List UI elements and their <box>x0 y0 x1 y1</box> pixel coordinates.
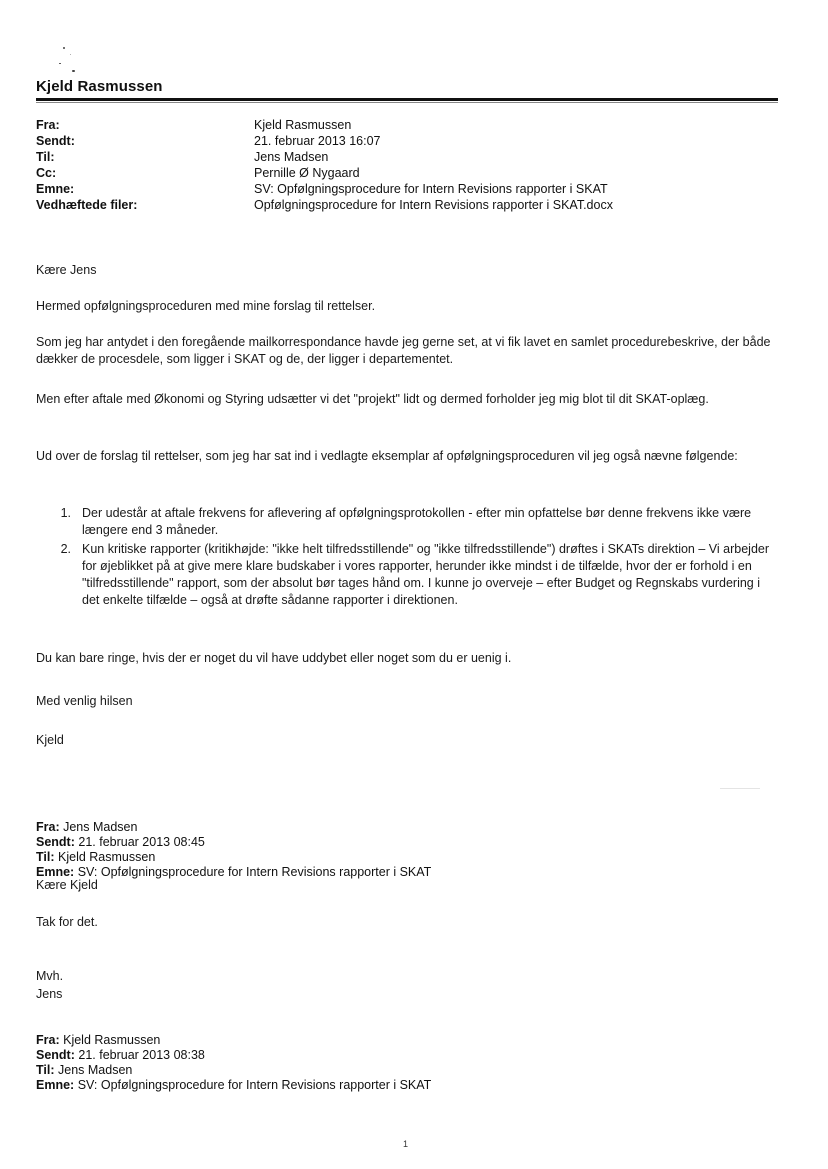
quoted-subject: Emne: SV: Opfølgningsprocedure for Intern Revisions rapporter i SKAT <box>36 865 432 879</box>
header-row-sent <box>36 133 776 149</box>
paragraph-text: Ud over de forslag til rettelser, som jeg har sat ind i vedlagte eksemplar af opfølgningsproceduren vil jeg også nævne følgende: <box>36 449 738 463</box>
greeting <box>36 262 776 279</box>
paragraph-text: Tak for det. <box>36 915 98 929</box>
greeting-text: Kære Kjeld <box>36 878 98 892</box>
list-item <box>36 541 776 609</box>
quoted-sent: Sendt: 21. februar 2013 08:38 <box>36 1048 205 1062</box>
header-label: Vedhæftede filer: <box>36 198 138 212</box>
header-label: Sendt: <box>36 134 75 148</box>
quoted-header-2 <box>36 1033 776 1093</box>
header-value: Jens Madsen <box>254 150 329 164</box>
header-row-to <box>36 149 776 165</box>
signature <box>36 732 776 749</box>
header-row-cc <box>36 165 776 181</box>
closing-text: Mvh. <box>36 969 64 983</box>
scan-specks <box>55 45 85 77</box>
header-label: Til: <box>36 150 55 164</box>
reply1-body <box>36 914 776 931</box>
regards-text: Med venlig hilsen <box>36 694 133 708</box>
list-number: 2. <box>60 542 71 556</box>
list-number: 1. <box>60 506 71 520</box>
paragraph <box>36 334 776 368</box>
header-label: Emne: <box>36 182 75 196</box>
header-value: Pernille Ø Nygaard <box>254 166 360 180</box>
quoted-subject: Emne: SV: Opfølgningsprocedure for Intern Revisions rapporter i SKAT <box>36 1078 432 1092</box>
paragraph <box>36 391 776 408</box>
header-label: Cc: <box>36 166 57 180</box>
reply1-closing <box>36 968 776 985</box>
paragraph-text: Som jeg har antydet i den foregående mailkorrespondance havde jeg gerne set, at vi fik lavet en samlet procedurebeskrive, der både dækker de procesdele, som ligger i SKAT og de, der ligger i departementet. <box>36 335 771 366</box>
header-row-from <box>36 117 776 133</box>
quoted-header-1 <box>36 820 776 880</box>
signature-text: Jens <box>36 987 63 1001</box>
email-header <box>36 117 776 213</box>
quoted-to: Til: Kjeld Rasmussen <box>36 850 156 864</box>
header-row-attachments <box>36 197 776 213</box>
greeting-text: Kære Jens <box>36 263 97 277</box>
signature-text: Kjeld <box>36 733 64 747</box>
quoted-from: Fra: Kjeld Rasmussen <box>36 1033 161 1047</box>
sender-name: Kjeld Rasmussen <box>36 78 163 95</box>
header-label: Fra: <box>36 118 60 132</box>
header-value: Kjeld Rasmussen <box>254 118 352 132</box>
list-item <box>36 505 776 539</box>
quoted-from: Fra: Jens Madsen <box>36 820 138 834</box>
header-divider-thin <box>36 102 778 103</box>
reply1-greeting <box>36 877 776 894</box>
paragraph-text: Men efter aftale med Økonomi og Styring udsætter vi det "projekt" lidt og dermed forholder jeg mig blot til dit SKAT-oplæg. <box>36 392 709 406</box>
quoted-to: Til: Jens Madsen <box>36 1063 133 1077</box>
paragraph-text: Du kan bare ringe, hvis der er noget du vil have uddybet eller noget som du er uenig i. <box>36 651 512 665</box>
regards <box>36 693 776 710</box>
paragraph <box>36 298 776 315</box>
paragraph-text: Hermed opfølgningsproceduren med mine forslag til rettelser. <box>36 299 376 313</box>
list-text: Der udestår at aftale frekvens for aflevering af opfølgningsprotokollen - efter min opfattelse bør denne frekvens ikke være længere end 3 måneder. <box>82 506 752 537</box>
header-divider <box>36 98 778 101</box>
paragraph <box>36 448 776 465</box>
header-value: 21. februar 2013 16:07 <box>254 134 381 148</box>
attachment-filename: Opfølgningsprocedure for Intern Revisions rapporter i SKAT.docx <box>254 198 613 212</box>
quoted-sent: Sendt: 21. februar 2013 08:45 <box>36 835 205 849</box>
page-number: 1 <box>403 1139 409 1149</box>
numbered-list <box>36 505 776 611</box>
closing-paragraph <box>36 650 776 667</box>
scan-artifact <box>720 788 760 789</box>
reply1-signature <box>36 986 776 1003</box>
header-row-subject <box>36 181 776 197</box>
list-text: Kun kritiske rapporter (kritikhøjde: "ikke helt tilfredsstillende" og "ikke tilfredsstillende") drøftes i SKATs direktion – Vi arbejder for øjeblikket på at give mere klare budskaber i vores rapporter, herunder ikke mindst i de tilfælde, hvor der er forhold i en "tilfredsstillende" rapport, som der absolut bør tages hånd om. I kunne jo overveje – efter Budget og Regnskabs vurdering i det enkelte tilfælde – også at drøfte sådanne rapporter i direktionen. <box>82 542 770 607</box>
header-value: SV: Opfølgningsprocedure for Intern Revisions rapporter i SKAT <box>254 182 608 196</box>
